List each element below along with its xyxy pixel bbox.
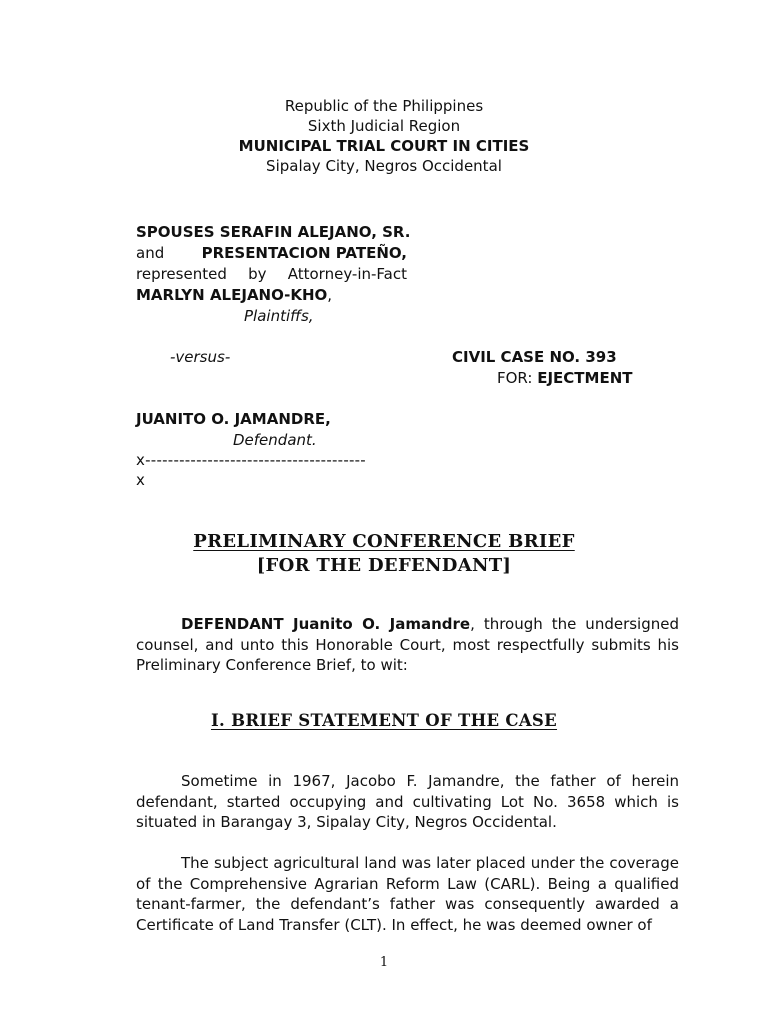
plaintiffs-line2	[136, 243, 407, 263]
intro-party: DEFENDANT Juanito O. Jamandre	[181, 615, 471, 633]
plaintiffs-represented: represented by Attorney-in-Fact	[136, 265, 407, 283]
defendant-name: JUANITO O. JAMANDRE,	[136, 410, 331, 428]
case-for-label: FOR:	[497, 369, 538, 387]
plaintiffs-name2: PRESENTACION PATEÑO,	[201, 244, 407, 262]
case-nature	[497, 368, 633, 388]
paragraph-2-text: The subject agricultural land was later placed under the coverage of the Comprehensive Agrarian Reform Law (CARL). Being a qualified tenant-farmer, the defendant’s father was consequently awarded a Certificate of Land Transfer (CLT). In effect, he was deemed owner of	[136, 854, 679, 934]
paragraph-1-text: Sometime in 1967, Jacobo F. Jamandre, the father of herein defendant, started occupying and cultivating Lot No. 3658 which is situated in Barangay 3, Sipalay City, Negros Occidental.	[136, 772, 679, 831]
case-for-value: EJECTMENT	[537, 369, 633, 387]
plaintiffs-attorney	[136, 285, 332, 305]
header-city: Sipalay City, Negros Occidental	[266, 157, 502, 175]
section-paragraph-2	[136, 853, 679, 935]
section-paragraph-1	[136, 771, 679, 833]
section-heading: I. BRIEF STATEMENT OF THE CASE	[210, 711, 558, 730]
header-republic: Republic of the Philippines	[284, 97, 484, 115]
plaintiffs-and: and	[136, 244, 165, 262]
defendant-role: Defendant.	[233, 431, 317, 449]
plaintiffs-role: Plaintiffs,	[244, 307, 314, 325]
header-court: MUNICIPAL TRIAL COURT IN CITIES	[238, 137, 530, 155]
versus-label: -versus-	[170, 348, 231, 366]
attorney-comma: ,	[327, 286, 333, 304]
document-subtitle: [FOR THE DEFENDANT]	[256, 555, 512, 576]
caption-separator-end: x	[136, 471, 145, 489]
intro-paragraph	[136, 614, 679, 676]
attorney-name: MARLYN ALEJANO-KHO	[136, 286, 328, 304]
document-title: PRELIMINARY CONFERENCE BRIEF	[193, 531, 575, 552]
caption-separator: x---------------------------------------	[136, 451, 366, 469]
case-number: CIVIL CASE NO. 393	[452, 348, 617, 366]
header-region: Sixth Judicial Region	[307, 117, 461, 135]
plaintiffs-line1: SPOUSES SERAFIN ALEJANO, SR.	[136, 223, 411, 241]
page-number: 1	[379, 955, 389, 970]
intro-text: , through the undersigned counsel, and unto this Honorable Court, most respectfully submits his Preliminary Conference Brief, to wit:	[136, 615, 679, 674]
